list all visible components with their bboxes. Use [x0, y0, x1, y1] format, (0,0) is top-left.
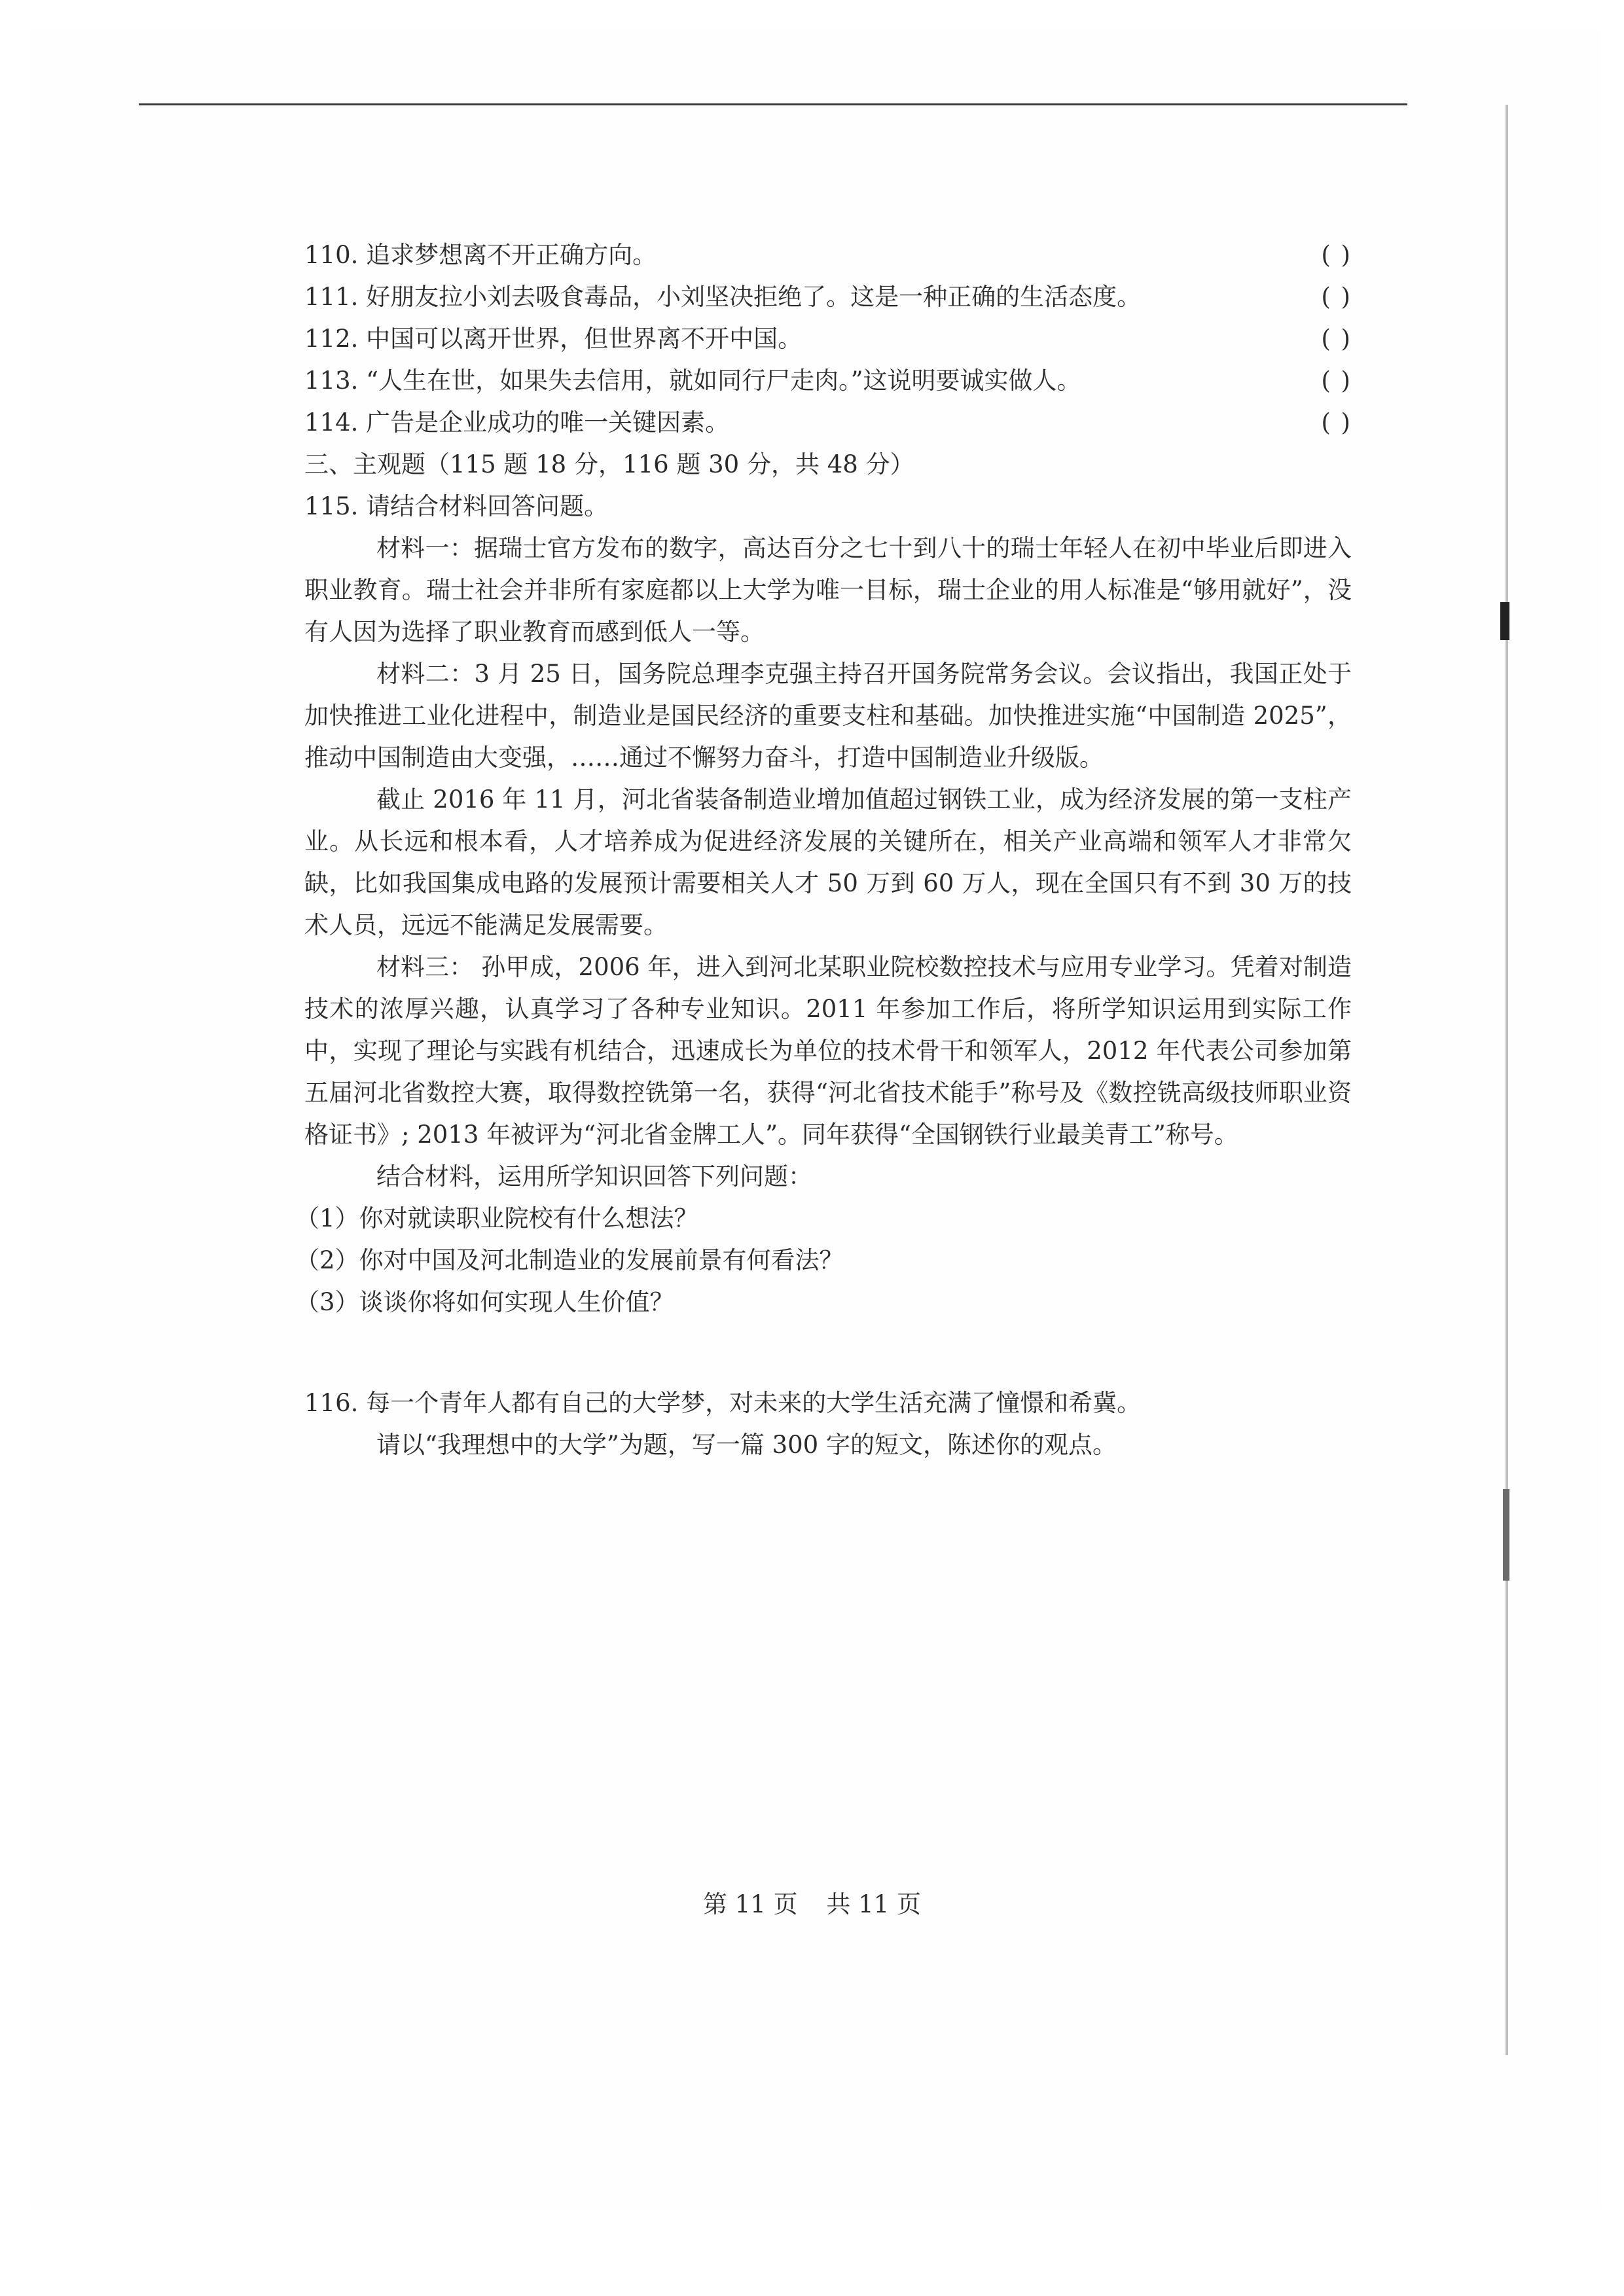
answer-blank: ( ) [1321, 283, 1352, 311]
page-total: 共 11 页 [826, 1890, 921, 1918]
question-number: 112. [304, 325, 359, 353]
question-number: 113. [304, 367, 359, 395]
binding-edge [1506, 105, 1508, 2055]
exam-content [295, 234, 1352, 1466]
answer-blank: ( ) [1321, 241, 1352, 269]
question-text: 每一个青年人都有自己的大学梦，对未来的大学生活充满了憧憬和希冀。 [366, 1389, 1142, 1417]
answer-blank: ( ) [1321, 325, 1352, 353]
question-prompt: 请结合材料回答问题。 [366, 492, 609, 520]
page-footer [0, 1885, 1624, 1924]
question-text: 追求梦想离不开正确方向。 [366, 241, 657, 269]
header-rule [139, 103, 1407, 105]
essay-instruction: 请以“我理想中的大学”为题，写一篇 300 字的短文，陈述你的观点。 [376, 1431, 1117, 1459]
question-110 [304, 234, 1352, 276]
binding-mark-lower [1503, 1489, 1509, 1581]
question-number: 116. [304, 1389, 359, 1417]
answer-space [304, 1323, 1352, 1382]
sub-question-1: （1）你对就读职业院校有什么想法？ [295, 1204, 698, 1232]
question-text: 好朋友拉小刘去吸食毒品，小刘坚决拒绝了。这是一种正确的生活态度。 [366, 283, 1142, 311]
question-text: “人生在世，如果失去信用，就如同行尸走肉。”这说明要诚实做人。 [366, 367, 1081, 395]
question-112 [304, 318, 1352, 360]
question-116 [304, 1382, 1352, 1424]
question-number: 111. [304, 283, 359, 311]
question-number: 110. [304, 241, 359, 269]
material-two: 材料二：3 月 25 日，国务院总理李克强主持召开国务院常务会议。会议指出，我国正处于加快推进工业化进程中，制造业是国民经济的重要支柱和基础。加快推进实施“中国制造 2025”，推动中国制造由大变强，……通过不懈努力奋斗，打造中国制造业升级版。 [304, 660, 1352, 772]
question-text: 中国可以离开世界，但世界离不开中国。 [366, 325, 803, 353]
question-115 [304, 486, 1352, 528]
material-three: 材料三： 孙甲成，2006 年，进入到河北某职业院校数控技术与应用专业学习。凭着对制造技术的浓厚兴趣，认真学习了各种专业知识。2011 年参加工作后，将所学知识运用到实际工作中，实现了理论与实践有机结合，迅速成长为单位的技术骨干和领军人，2012 年代表公司参加第五届河北省数控大赛，取得数控铣第一名，获得“河北省技术能手”称号及《数控铣高级技师职业资格证书》; 2013 年被评为“河北省金牌工人”。同年获得“全国钢铁行业最美青工”称号。 [304, 953, 1352, 1149]
page-number: 第 11 页 [703, 1890, 798, 1918]
question-text: 广告是企业成功的唯一关键因素。 [366, 408, 730, 437]
question-111 [304, 276, 1352, 318]
answer-blank: ( ) [1321, 408, 1352, 437]
question-number: 114. [304, 408, 359, 437]
question-113 [304, 360, 1352, 402]
sub-question-2: （2）你对中国及河北制造业的发展前景有何看法？ [295, 1246, 844, 1274]
question-114 [304, 402, 1352, 444]
answer-blank: ( ) [1321, 367, 1352, 395]
material-two-continued: 截止 2016 年 11 月，河北省装备制造业增加值超过钢铁工业，成为经济发展的第一支柱产业。从长远和根本看，人才培养成为促进经济发展的关键所在，相关产业高端和领军人才非常欠缺，比如我国集成电路的发展预计需要相关人才 50 万到 60 万人，现在全国只有不到 30 万的技术人员，远远不能满足发展需要。 [304, 785, 1352, 939]
binding-mark [1500, 602, 1509, 640]
sub-question-3: （3）谈谈你将如何实现人生价值？ [295, 1288, 674, 1316]
question-number: 115. [304, 492, 359, 520]
question-instruction: 结合材料，运用所学知识回答下列问题： [376, 1162, 812, 1191]
section-title: 三、主观题（115 题 18 分，116 题 30 分，共 48 分） [304, 450, 914, 478]
material-one: 材料一：据瑞士官方发布的数字，高达百分之七十到八十的瑞士年轻人在初中毕业后即进入职业教育。瑞士社会并非所有家庭都以上大学为唯一目标，瑞士企业的用人标准是“够用就好”，没有人因为选择了职业教育而感到低人一等。 [304, 534, 1352, 646]
